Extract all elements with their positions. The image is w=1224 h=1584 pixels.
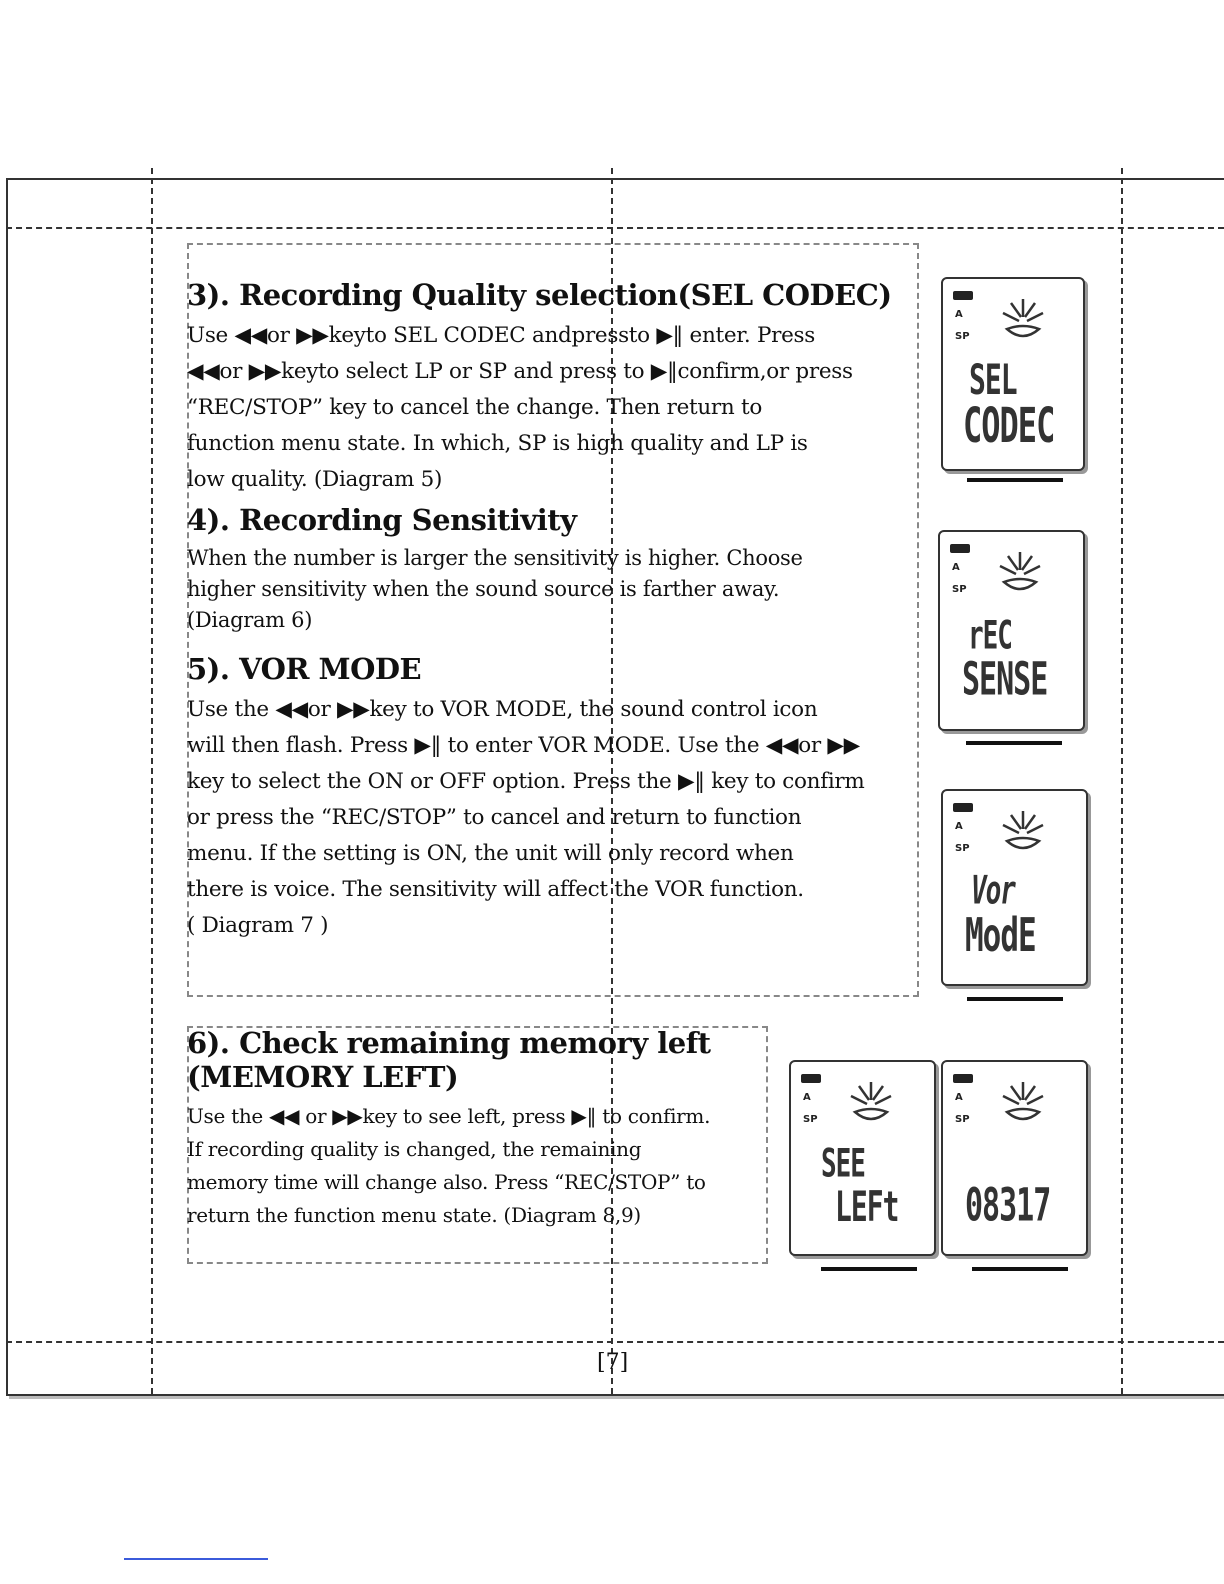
text-line: function menu state. In which, SP is high quality and LP is [187, 431, 808, 456]
mode-a-label: A [955, 821, 963, 832]
sound-control-icon [994, 550, 1046, 596]
text-line: Use ◀◀or ▶▶keyto SEL CODEC andpressto ▶‖ enter. Press [187, 323, 815, 348]
lcd-line-2: SENSE [962, 654, 1048, 707]
mode-sp-label: SP [955, 1114, 970, 1125]
lcd-line-2: CODEC [963, 397, 1055, 454]
text-line: When the number is larger the sensitivity is higher. Choose [187, 546, 803, 570]
battery-icon [950, 544, 970, 553]
section-heading: 4). Recording Sensitivity [187, 503, 577, 537]
lcd-diagram-8 [789, 1060, 936, 1256]
mode-a-label: A [803, 1092, 811, 1103]
sound-control-icon [997, 1080, 1049, 1126]
guide-line-left [151, 168, 153, 1394]
battery-icon [953, 803, 973, 812]
text-line: “REC/STOP” key to cancel the change. Then return to [187, 395, 762, 420]
section-heading: 5). VOR MODE [187, 652, 422, 686]
lcd-diagram-5 [941, 277, 1085, 471]
mode-sp-label: SP [803, 1114, 818, 1125]
text-line: menu. If the setting is ON, the unit will only record when [187, 841, 794, 866]
section-heading: 6). Check remaining memory left [187, 1026, 711, 1060]
diagram-underline [966, 741, 1062, 745]
mode-sp-label: SP [955, 331, 970, 342]
mode-a-label: A [952, 562, 960, 573]
text-line: or press the “REC/STOP” to cancel and return to function [187, 805, 802, 830]
guide-line-bottom [6, 1341, 1224, 1343]
text-line: will then flash. Press ▶‖ to enter VOR MODE. Use the ◀◀or ▶▶ [187, 733, 860, 758]
section-body [187, 543, 907, 636]
section-body [187, 1100, 753, 1232]
lcd-line-1: SEE [821, 1142, 865, 1187]
text-line: low quality. (Diagram 5) [187, 467, 443, 492]
section-recording-sensitivity [187, 503, 907, 636]
page-number: [7] [597, 1350, 629, 1375]
lcd-diagram-9 [941, 1060, 1088, 1256]
text-line: Use the ◀◀ or ▶▶key to see left, press ▶‖ to confirm. [187, 1104, 711, 1128]
lcd-line-2: ModE [965, 909, 1036, 963]
lcd-line-2: LEFt [835, 1182, 899, 1232]
text-line: return the function menu state. (Diagram 8,9) [187, 1203, 641, 1227]
lcd-diagram-7 [941, 789, 1088, 986]
sound-control-icon [997, 297, 1049, 343]
text-line: memory time will change also. Press “REC/STOP” to [187, 1170, 706, 1194]
text-line: higher sensitivity when the sound source is farther away. [187, 577, 780, 601]
mode-a-label: A [955, 309, 963, 320]
mode-sp-label: SP [955, 843, 970, 854]
lcd-line-1: Vor [971, 869, 1015, 914]
battery-icon [953, 291, 973, 300]
diagram-underline [972, 1267, 1068, 1271]
lcd-diagram-6 [938, 530, 1085, 731]
section-heading: 3). Recording Quality selection(SEL CODEC) [187, 278, 892, 312]
sound-control-icon [845, 1080, 897, 1126]
diagram-underline [821, 1267, 917, 1271]
battery-icon [953, 1074, 973, 1083]
section-heading-sub: (MEMORY LEFT) [187, 1060, 459, 1094]
text-line: ◀◀or ▶▶keyto select LP or SP and press to ▶‖confirm,or press [187, 359, 853, 384]
guide-line-right [1121, 168, 1123, 1394]
text-line: key to select the ON or OFF option. Press the ▶‖ key to confirm [187, 769, 865, 794]
mode-sp-label: SP [952, 584, 967, 595]
section-vor-mode [187, 652, 907, 944]
text-line: Use the ◀◀or ▶▶key to VOR MODE, the sound control icon [187, 697, 818, 722]
lcd-line-1: rEC [968, 614, 1012, 659]
section-body [187, 318, 907, 498]
mode-a-label: A [955, 1092, 963, 1103]
footnote-rule [124, 1558, 268, 1560]
section-body [187, 692, 907, 944]
diagram-underline [967, 997, 1063, 1001]
text-line: ( Diagram 7 ) [187, 913, 329, 938]
lcd-line-2: 08317 [965, 1180, 1051, 1233]
section-memory-left [187, 1026, 753, 1232]
battery-icon [801, 1074, 821, 1083]
text-line: there is voice. The sensitivity will affect the VOR function. [187, 877, 804, 902]
sound-control-icon [997, 809, 1049, 855]
lcd-line-1: SEL [969, 355, 1017, 405]
section-recording-quality [187, 278, 907, 498]
text-line: If recording quality is changed, the remaining [187, 1137, 642, 1161]
text-line: (Diagram 6) [187, 608, 313, 632]
guide-line-top [6, 227, 1224, 229]
diagram-underline [967, 478, 1063, 482]
